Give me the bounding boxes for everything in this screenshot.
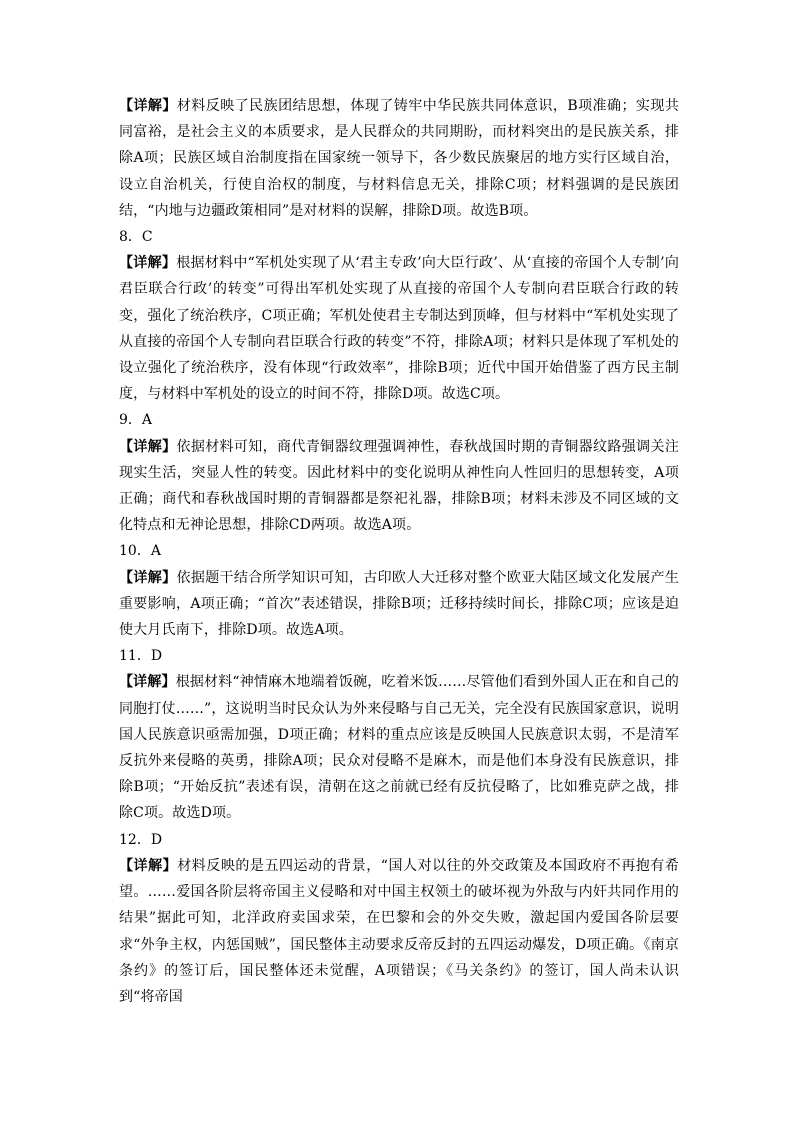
- answer-number-12: 12．D: [119, 831, 163, 848]
- explanation-text: 材料反映了民族团结思想，体现了铸牢中华民族共同体意识，B项准确；实现共同富裕，是社会主义的本质要求，是人民群众的共同期盼，而材料突出的是民族关系，排除A项；民族区域自治制度指在国家统一领导下，各少数民族聚居的地方实行区域自治，设立自治机关，行使自治权的制度，与材料信息无关，排除C项；材料强调的是民族团结，“内地与边疆政策相同”是对材料的误解，排除D项。故选B项。: [119, 98, 679, 219]
- explanation-paragraph-7: [119, 93, 679, 224]
- document-page: [119, 93, 679, 1010]
- answer-number-11: 11．D: [119, 648, 163, 665]
- explanation-paragraph-9: [119, 434, 679, 539]
- explanation-tag: 【详解】: [119, 857, 178, 874]
- explanation-paragraph-11: [119, 669, 679, 826]
- explanation-paragraph-10: [119, 565, 679, 644]
- explanation-tag: 【详解】: [119, 98, 177, 114]
- explanation-text: 根据材料“神情麻木地端着饭碗，吃着米饭……尽管他们看到外国人正在和自己的同胞打仗……”，这说明当时民众认为外来侵略与自己无关，完全没有民族国家意识，说明国人民族意识亟需加强，D项正确；材料的重点应该是反映国人民族意识太弱，不是清军反抗外来侵略的英勇，排除A项；民众对侵略不是麻木，而是他们本身没有民族意识，排除B项；“开始反抗”表述有误，清朝在这之前就已经有反抗侵略了，比如雅克萨之战，排除C项。故选D项。: [119, 674, 679, 822]
- explanation-text: 依据题干结合所学知识可知，古印欧人大迁移对整个欧亚大陆区域文化发展产生重要影响，A项正确；“首次”表述错误，排除B项；迁移持续时间长，排除C项；应该是迫使大月氏南下，排除D项。故选A项。: [119, 569, 680, 639]
- explanation-tag: 【详解】: [119, 569, 177, 586]
- explanation-text: 根据材料中“军机处实现了从‘君主专政’向大臣行政’、从‘直接的帝国个人专制’向君臣联合行政’的转变”可得出军机处实现了从直接的帝国个人专制向君臣联合行政的转变，强化了统治秩序，C项正确；军机处使君主专制达到顶峰，但与材料中“军机处实现了从直接的帝国个人专制向君臣联合行政的转变”不符，排除A项；材料只是体现了军机处的设立强化了统治秩序，没有体现“行政效率”，排除B项；近代中国开始借鉴了西方民主制度，与材料中军机处的设立的时间不符，排除D项。故选C项。: [119, 255, 679, 403]
- explanation-text: 材料反映的是五四运动的背景，“国人对以往的外交政策及本国政府不再抱有希望。……爱国各阶层将帝国主义侵略和对中国主权领土的破坏视为外敌与内奸共同作用的结果”据此可知，北洋政府卖国求荣，在巴黎和会的外交失败，激起国内爱国各阶层要求“外争主权，内惩国贼”，国民整体主动要求反帝反封的五四运动爆发，D项正确。《南京条约》的签订后，国民整体还未觉醒，A项错误；《马关条约》的签订，国人尚未认识到“将帝国: [119, 857, 679, 1005]
- explanation-paragraph-8: [119, 250, 679, 407]
- answer-number-9: 9．A: [119, 412, 153, 429]
- answer-number-8: 8．C: [119, 229, 153, 246]
- explanation-text: 依据材料可知，商代青铜器纹理强调神性，春秋战国时期的青铜器纹路强调关注现实生活，突显人性的转变。因此材料中的变化说明从神性向人性回归的思想转变，A项正确；商代和春秋战国时期的青铜器都是祭祀礼器，排除B项；材料未涉及不同区域的文化特点和无神论思想，排除CD两项。故选A项。: [119, 438, 680, 534]
- explanation-tag: 【详解】: [119, 255, 177, 272]
- answer-number-10: 10．A: [119, 543, 161, 560]
- explanation-tag: 【详解】: [119, 438, 177, 455]
- explanation-paragraph-12: [119, 853, 679, 1010]
- explanation-tag: 【详解】: [119, 674, 176, 691]
